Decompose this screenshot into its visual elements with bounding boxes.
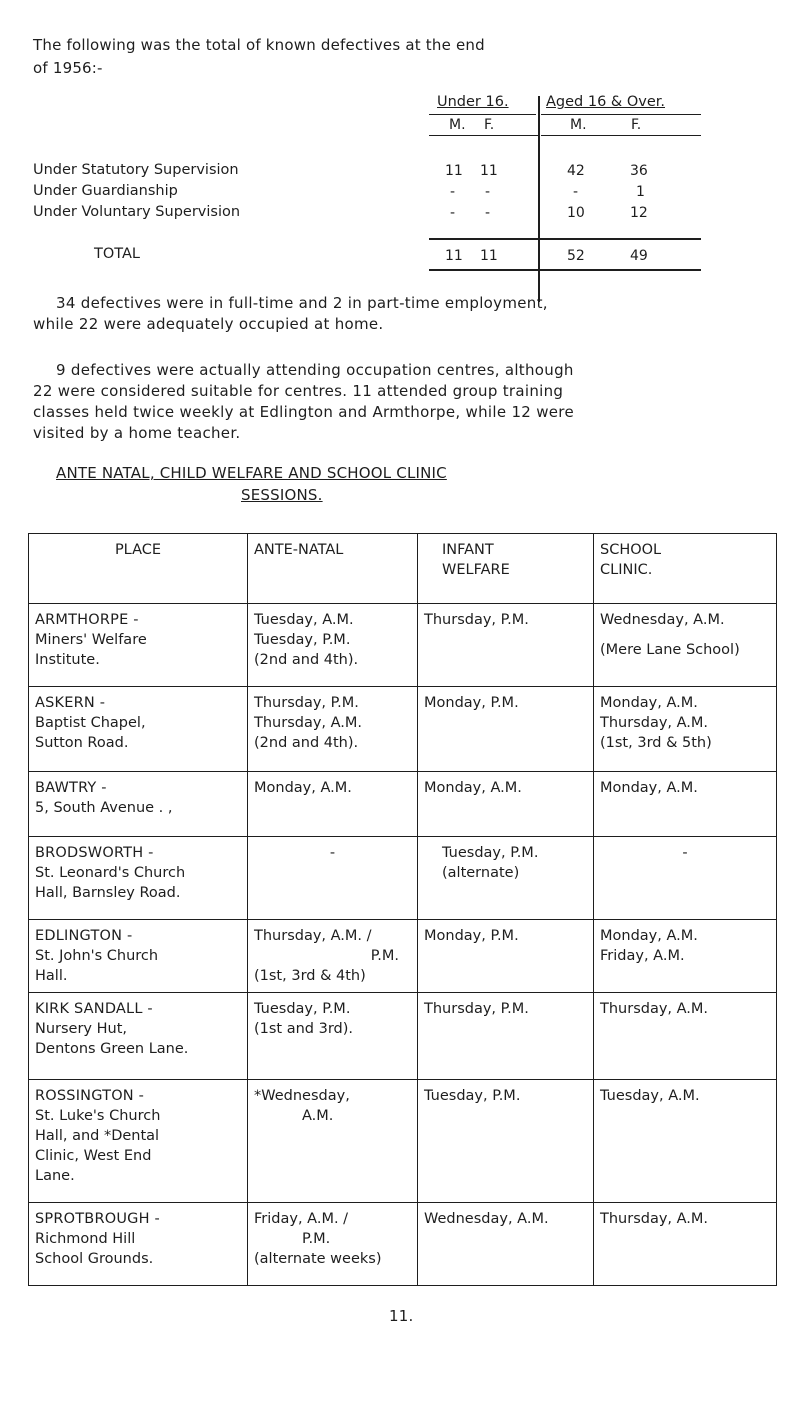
table-row <box>29 1203 777 1286</box>
cell-line: - <box>329 845 336 861</box>
cell-line: ROSSINGTON - <box>35 1088 145 1104</box>
cell-line: Tuesday, P.M. <box>254 632 351 648</box>
table-header-row <box>29 534 777 604</box>
total-rule-bottom <box>429 269 701 271</box>
paragraph-employment <box>56 293 548 314</box>
cell-line: 5, South Avenue . , <box>35 800 173 816</box>
cell-line: Thursday, A.M. <box>254 715 363 731</box>
total-cell: 11 <box>445 248 463 264</box>
place-cell <box>29 1203 248 1286</box>
ante-natal-cell <box>248 993 418 1080</box>
cell-line: SPROTBROUGH - <box>35 1211 160 1227</box>
cell: - <box>485 184 491 200</box>
cell-line: St. Luke's Church <box>35 1108 161 1124</box>
header-place <box>29 534 248 604</box>
intro-line-2: of 1956:- <box>33 59 103 77</box>
cell-line: Clinic, West End <box>35 1148 152 1164</box>
header-under-16: Under 16. <box>437 94 509 110</box>
section-heading: ANTE NATAL, CHILD WELFARE AND SCHOOL CLINIC <box>56 464 447 482</box>
cell-line: - <box>682 845 688 861</box>
cell-line: Dentons Green Lane. <box>35 1041 189 1057</box>
paragraph-line: 34 defectives were in full-time and 2 in part-time employment, <box>56 294 548 312</box>
ante-natal-cell <box>248 920 418 993</box>
cell-line: BRODSWORTH - <box>35 845 154 861</box>
cell-line: (1st, 3rd & 4th) <box>254 968 366 984</box>
cell-line: CLINIC. <box>600 562 653 578</box>
paragraph-employment-cont <box>33 314 384 335</box>
cell: 12 <box>630 205 648 221</box>
sub-header-f: F. <box>631 117 642 133</box>
cell-line: WELFARE <box>442 562 510 578</box>
place-cell <box>29 772 248 837</box>
cell-line: St. John's Church <box>35 948 159 964</box>
cell-line: Thursday, P.M. <box>254 695 359 711</box>
cell-line: Nursery Hut, <box>35 1021 128 1037</box>
cell-line: (2nd and 4th). <box>254 652 359 668</box>
cell-line: Wednesday, A.M. <box>424 1211 549 1227</box>
cell-line: Thursday, P.M. <box>424 612 529 628</box>
header-aged-16-over: Aged 16 & Over. <box>546 94 665 110</box>
cell-line: Tuesday, P.M. <box>442 845 539 861</box>
cell-line: (1st and 3rd). <box>254 1021 354 1037</box>
infant-welfare-cell <box>418 993 594 1080</box>
header-infant-welfare <box>418 534 594 604</box>
school-clinic-cell <box>594 920 777 993</box>
total-cell: 11 <box>480 248 498 264</box>
school-clinic-cell <box>594 1080 777 1203</box>
cell-line: (alternate weeks) <box>254 1251 382 1267</box>
cell-line: Baptist Chapel, <box>35 715 146 731</box>
place-cell <box>29 687 248 772</box>
header-rule <box>429 135 539 136</box>
cell-line: PLACE <box>114 542 162 558</box>
sub-header-m: M. <box>449 117 466 133</box>
cell-line: (alternate) <box>442 865 520 881</box>
cell-line: School Grounds. <box>35 1251 154 1267</box>
cell-line: Tuesday, P.M. <box>254 1001 351 1017</box>
cell-line: Thursday, A.M. <box>600 1001 709 1017</box>
cell-line: ASKERN - <box>35 695 106 711</box>
cell: 36 <box>630 163 648 179</box>
header-school-clinic <box>594 534 777 604</box>
ante-natal-cell <box>248 1080 418 1203</box>
cell: 10 <box>567 205 585 221</box>
cell-line: Monday, P.M. <box>424 695 519 711</box>
sub-header-m: M. <box>570 117 587 133</box>
ante-natal-cell <box>248 1203 418 1286</box>
cell: - <box>573 184 579 200</box>
cell-line: SCHOOL <box>600 542 662 558</box>
place-cell <box>29 920 248 993</box>
cell-line: Monday, A.M. <box>254 780 352 796</box>
cell-line: Wednesday, A.M. <box>600 612 725 628</box>
cell-line: Thursday, A.M. <box>600 715 709 731</box>
cell: - <box>485 205 491 221</box>
cell-line: ARMTHORPE - <box>35 612 139 628</box>
cell-line: Miners' Welfare <box>35 632 147 648</box>
cell-line: Hall, Barnsley Road. <box>35 885 181 901</box>
cell-line: (Mere Lane School) <box>600 642 740 658</box>
cell-line: Hall. <box>35 968 68 984</box>
sub-header-f: F. <box>484 117 495 133</box>
cell: 11 <box>445 163 463 179</box>
clinic-sessions-table <box>28 533 777 1286</box>
cell-line: Thursday, A.M. <box>600 1211 709 1227</box>
ante-natal-cell <box>248 687 418 772</box>
cell-line: Tuesday, A.M. <box>254 612 354 628</box>
infant-welfare-cell <box>418 1080 594 1203</box>
infant-welfare-cell <box>418 772 594 837</box>
table-row <box>29 1080 777 1203</box>
cell: 42 <box>567 163 585 179</box>
cell-line: Thursday, P.M. <box>424 1001 529 1017</box>
cell: - <box>450 205 456 221</box>
header-ante-natal <box>248 534 418 604</box>
place-cell <box>29 604 248 687</box>
paragraph-line: while 22 were adequately occupied at home. <box>33 315 384 333</box>
school-clinic-cell <box>594 772 777 837</box>
cell-line: EDLINGTON - <box>35 928 133 944</box>
ante-natal-cell <box>248 604 418 687</box>
underline-rule <box>541 114 701 115</box>
cell-line: Monday, P.M. <box>424 928 519 944</box>
cell-line: *Wednesday, <box>254 1088 350 1104</box>
header-rule <box>541 135 701 136</box>
ante-natal-cell <box>248 772 418 837</box>
total-cell: 52 <box>567 248 585 264</box>
cell-line: Monday, A.M. <box>600 928 698 944</box>
cell-line: St. Leonard's Church <box>35 865 186 881</box>
page-number: 11. <box>389 1307 414 1325</box>
school-clinic-cell <box>594 687 777 772</box>
cell-line: Friday, A.M. <box>600 948 685 964</box>
table-row <box>29 837 777 920</box>
table-row <box>29 993 777 1080</box>
cell-line: ANTE-NATAL <box>254 542 344 558</box>
cell-line: P.M. <box>302 1231 331 1247</box>
cell-line: BAWTRY - <box>35 780 107 796</box>
place-cell <box>29 993 248 1080</box>
cell: - <box>450 184 456 200</box>
infant-welfare-cell <box>418 1203 594 1286</box>
section-heading-cont: SESSIONS. <box>241 486 323 504</box>
school-clinic-cell <box>594 837 777 920</box>
ante-natal-cell <box>248 837 418 920</box>
total-cell: 49 <box>630 248 648 264</box>
row-label: Under Voluntary Supervision <box>33 204 241 220</box>
row-label: Under Guardianship <box>33 183 178 199</box>
paragraph-line: 9 defectives were actually attending occupation centres, although <box>56 361 574 379</box>
paragraph-occupation-cont <box>33 381 773 444</box>
cell-line: Monday, A.M. <box>600 695 698 711</box>
cell-line: Hall, and *Dental <box>35 1128 160 1144</box>
cell-line: (2nd and 4th). <box>254 735 359 751</box>
cell-line: Tuesday, P.M. <box>424 1088 521 1104</box>
paragraph-line: 22 were considered suitable for centres. 11 attended group training <box>33 382 564 400</box>
infant-welfare-cell <box>418 837 594 920</box>
cell-line: Monday, A.M. <box>600 780 698 796</box>
cell-line: INFANT <box>442 542 494 558</box>
paragraph-occupation <box>56 360 574 381</box>
infant-welfare-cell <box>418 920 594 993</box>
cell-line: Thursday, A.M. / <box>254 928 372 944</box>
place-cell <box>29 837 248 920</box>
table-row <box>29 772 777 837</box>
intro-line-1: The following was the total of known defectives at the end <box>33 36 485 54</box>
cell-line: Tuesday, A.M. <box>600 1088 700 1104</box>
cell-line: Friday, A.M. / <box>254 1211 349 1227</box>
underline-rule <box>429 114 536 115</box>
cell-line: Sutton Road. <box>35 735 129 751</box>
cell: 11 <box>480 163 498 179</box>
row-label: Under Statutory Supervision <box>33 162 239 178</box>
infant-welfare-cell <box>418 604 594 687</box>
cell-line: Richmond Hill <box>35 1231 136 1247</box>
total-label: TOTAL <box>94 246 140 262</box>
school-clinic-cell <box>594 993 777 1080</box>
cell-line: KIRK SANDALL - <box>35 1001 153 1017</box>
paragraph-line: visited by a home teacher. <box>33 424 241 442</box>
table-row <box>29 920 777 993</box>
paragraph-line: classes held twice weekly at Edlington and Armthorpe, while 12 were <box>33 403 574 421</box>
table-row <box>29 687 777 772</box>
column-divider <box>538 96 540 302</box>
cell-line: (1st, 3rd & 5th) <box>600 735 712 751</box>
cell: 1 <box>636 184 645 200</box>
cell-line: P.M. <box>370 948 399 964</box>
cell-line: Lane. <box>35 1168 75 1184</box>
table-row <box>29 604 777 687</box>
school-clinic-cell <box>594 604 777 687</box>
infant-welfare-cell <box>418 687 594 772</box>
total-rule-top <box>429 238 701 240</box>
cell-line: A.M. <box>302 1108 334 1124</box>
cell-line: Institute. <box>35 652 100 668</box>
place-cell <box>29 1080 248 1203</box>
school-clinic-cell <box>594 1203 777 1286</box>
cell-line: Monday, A.M. <box>424 780 522 796</box>
